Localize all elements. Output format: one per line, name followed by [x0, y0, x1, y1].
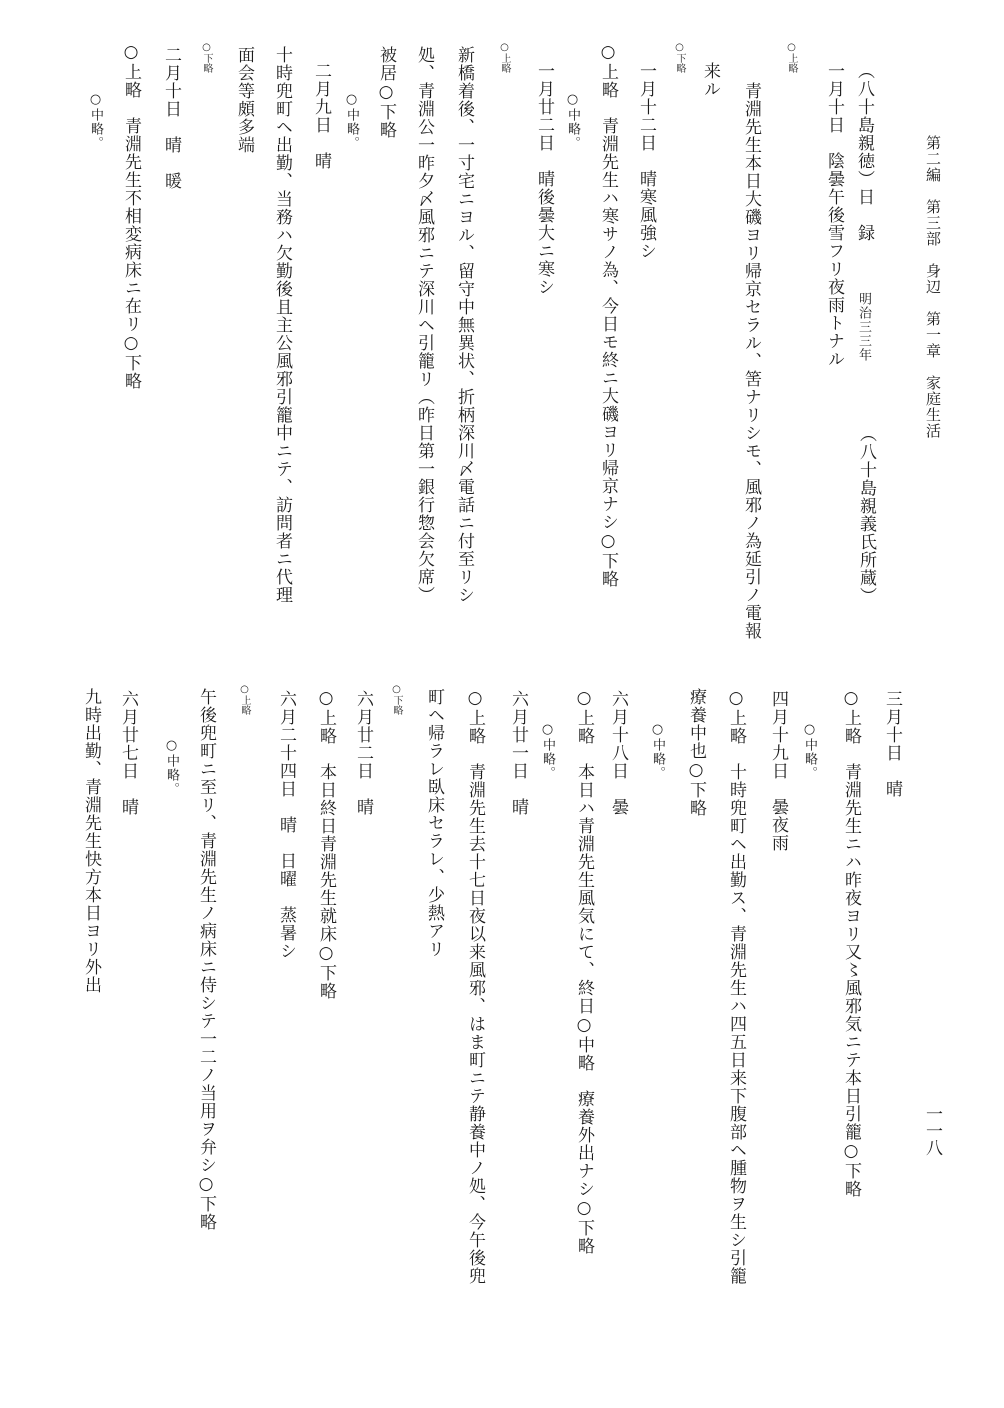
omission-mark: ○上略: [239, 684, 250, 715]
omission-mark: ○中略。: [802, 722, 817, 780]
document-title: （八十島親徳）日 録: [854, 62, 874, 242]
diary-line: ○上略 本日終日青淵先生就床○下略: [316, 688, 336, 1000]
diary-line: 療養中也○下略: [686, 688, 706, 817]
diary-line: ○上略 十時兜町ヘ出勤ス、青淵先生ハ四五日来下腹部ヘ腫物ヲ生シ引籠: [726, 688, 746, 1285]
diary-line: 六月廿二日 晴: [353, 690, 373, 816]
era-label: 明治三三年: [856, 292, 871, 362]
running-header: 第二編 第三部 身辺 第一章 家庭生活: [924, 135, 942, 439]
diary-line: 二月九日 晴: [311, 62, 331, 170]
omission-mark: ○中略。: [164, 738, 179, 796]
diary-line: 六月廿一日 晴: [508, 690, 528, 816]
diary-line: 一月十日 陰曇午後雪フリ夜雨トナル: [824, 62, 844, 368]
omission-mark: ○中略。: [88, 92, 103, 150]
diary-line: 被居○下略: [376, 46, 396, 139]
omission-mark: ○中略。: [540, 722, 555, 780]
diary-line: 十時兜町ヘ出勤、当務ハ欠勤後且主公風邪引籠中ニテ、訪問者ニ代理: [272, 46, 292, 604]
omission-mark: ○下略: [201, 42, 212, 73]
diary-line: 面会等頗多端: [234, 46, 254, 154]
diary-line: 一月十二日 晴寒風強シ: [636, 62, 656, 260]
omission-mark: ○中略。: [344, 92, 359, 150]
omission-mark: ○上略: [499, 42, 510, 73]
diary-line: 処、青淵公一昨夕〆風邪ニテ深川ヘ引籠リ（昨日第一銀行惣会欠席）: [414, 46, 434, 604]
omission-mark: ○下略: [391, 684, 402, 715]
diary-line: 九時出勤、青淵先生快方本日ヨリ外出: [81, 688, 101, 994]
diary-line: 午後兜町ニ至リ、青淵先生ノ病床ニ侍シテ一二ノ当用ヲ弁シ○下略: [196, 688, 216, 1231]
diary-line: ○上略 本日ハ青淵先生風気にて、終日○中略 療養外出ナシ○下略: [574, 688, 594, 1255]
diary-line: 六月十八日 曇: [608, 690, 628, 816]
omission-mark: ○中略。: [565, 92, 580, 150]
diary-line: 六月廿七日 晴: [118, 690, 138, 816]
omission-mark: ○下略: [674, 42, 685, 73]
diary-line: 二月十日 晴 暖: [161, 46, 181, 190]
diary-line: ○上略 青淵先生去十七日夜以来風邪、はま町ニテ静養中ノ処、今午後兜: [465, 688, 485, 1285]
omission-mark: ○上略: [786, 42, 797, 73]
diary-line: 四月十九日 曇夜雨: [768, 690, 788, 852]
diary-line: 青淵先生本日大磯ヨリ帰京セラル、筈ナリシモ、風邪ノ為延引ノ電報: [741, 82, 761, 640]
page-number: 一一八: [922, 1105, 942, 1156]
diary-line: ○上略 青淵先生不相変病床ニ在リ○下略: [121, 42, 141, 390]
diary-line: 六月二十四日 晴 日曜 蒸暑シ: [276, 690, 296, 960]
diary-line: 一月廿二日 晴後曇大ニ寒シ: [534, 62, 554, 296]
diary-line: 新橋着後、一寸宅ニヨル、留守中無異状、折柄深川〆電話ニ付至リシ: [454, 46, 474, 604]
diary-line: ○上略 青淵先生ニハ昨夜ヨリ又〻風邪気ニテ本日引籠○下略: [841, 688, 861, 1198]
diary-line: 町ヘ帰ラレ臥床セラレ、少熱アリ: [424, 688, 444, 958]
diary-line: 三月十日 晴: [882, 690, 902, 798]
diary-line: 来ル: [700, 62, 720, 98]
diary-line: ○上略 青淵先生ハ寒サノ為、今日モ終ニ大磯ヨリ帰京ナシ○下略: [598, 42, 618, 588]
source-note: （八十島親義氏所蔵）: [856, 425, 876, 605]
omission-mark: ○中略。: [650, 722, 665, 780]
